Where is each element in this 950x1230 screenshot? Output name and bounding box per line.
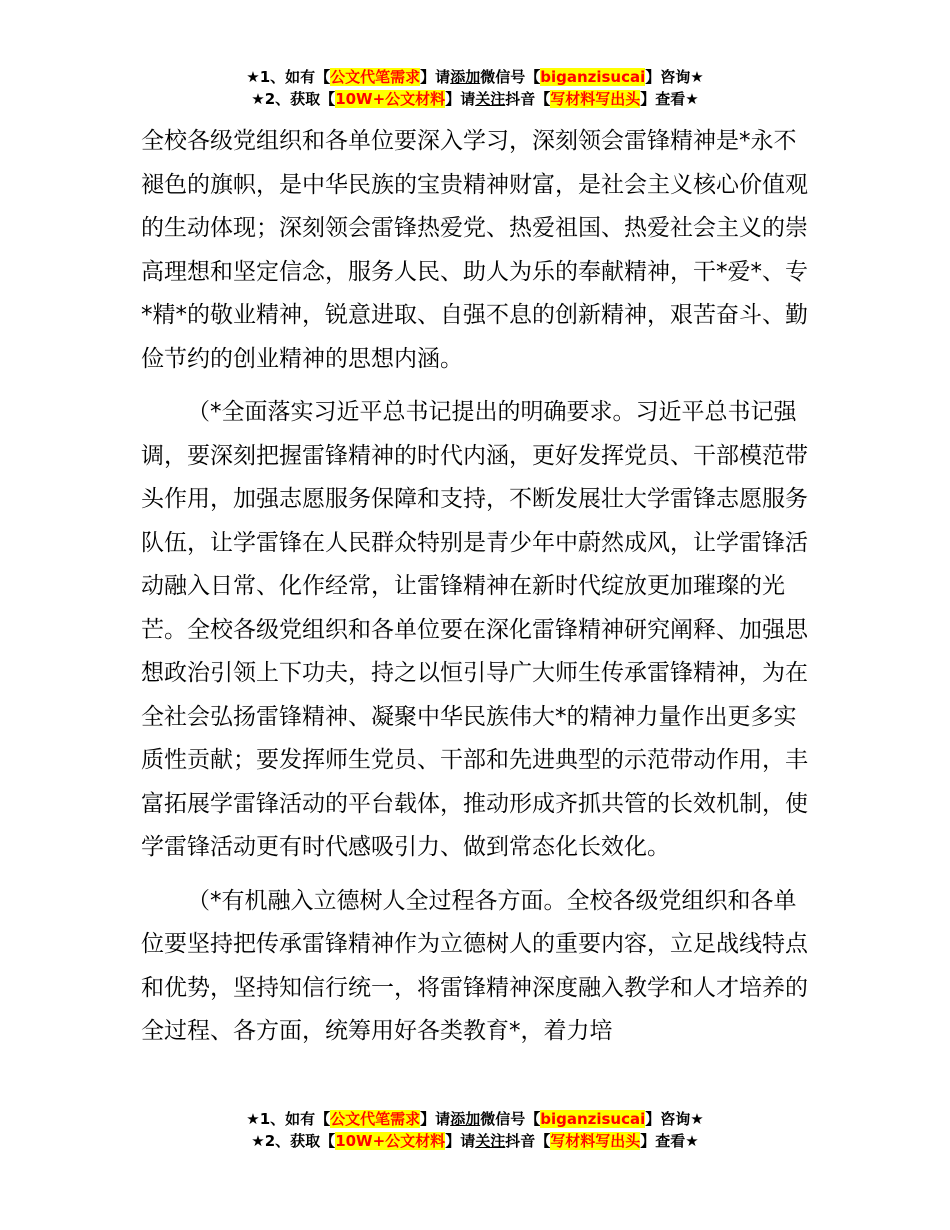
paragraph-3: （*有机融入立德树人全过程各方面。全校各级党组织和各单位要坚持把传承雷锋精神作为立德树人的重要内容，立足战线特点和优势，坚持知信行统一，将雷锋精神深度融入教学和人才培养的全过程、各方面，统筹用好各类教育*，着力培 <box>141 887 808 1044</box>
banner-text: 抖音【 <box>505 1132 551 1150</box>
highlight-douyin-account: 写材料写出头 <box>550 90 641 108</box>
banner-text: 】请 <box>445 1132 476 1150</box>
header-banner <box>0 66 950 110</box>
underlined-text: 关注 <box>475 1132 506 1150</box>
banner-line-1 <box>0 66 950 88</box>
banner-text: 】咨询★ <box>645 68 704 86</box>
highlight-wechat-id: biganzisucai <box>540 68 646 86</box>
paragraph-1: 全校各级党组织和各单位要深入学习，深刻领会雷锋精神是*永不褪色的旗帜，是中华民族的宝贵精神财富，是社会主义核心价值观的生动体现；深刻领会雷锋热爱党、热爱祖国、热爱社会主义的崇高理想和坚定信念，服务人民、助人为乐的奉献精神，干*爱*、专*精*的敬业精神，锐意进取、自强不息的创新精神，艰苦奋斗、勤俭节约的创业精神的思想内涵。 <box>141 128 808 372</box>
banner-text: 微信号【 <box>480 1110 541 1128</box>
banner-text: 】查看★ <box>640 90 699 108</box>
highlight-douyin-account: 写材料写出头 <box>550 1132 641 1150</box>
highlight-materials: 10W+公文材料 <box>335 1132 446 1150</box>
banner-text: 】咨询★ <box>645 1110 704 1128</box>
underlined-text: 添加 <box>450 1110 481 1128</box>
paragraph-2: （*全面落实习近平总书记提出的明确要求。习近平总书记强调，要深刻把握雷锋精神的时代内涵，更好发挥党员、干部模范带头作用，加强志愿服务保障和支持，不断发展壮大学雷锋志愿服务队伍，让学雷锋在人民群众特别是青少年中蔚然成风，让学雷锋活动融入日常、化作经常，让雷锋精神在新时代绽放更加璀璨的光芒。全校各级党组织和各单位要在深化雷锋精神研究阐释、加强思想政治引领上下功夫，持之以恒引导广大师生传承雷锋精神，为在全社会弘扬雷锋精神、凝聚中华民族伟大*的精神力量作出更多实质性贡献；要发挥师生党员、干部和先进典型的示范带动作用，丰富拓展学雷锋活动的平台载体，推动形成齐抓共管的长效机制，使学雷锋活动更有时代感吸引力、做到常态化长效化。 <box>141 399 808 860</box>
highlight-wechat-id: biganzisucai <box>540 1110 646 1128</box>
banner-line-1 <box>0 1108 950 1130</box>
banner-text: 抖音【 <box>505 90 551 108</box>
banner-line-2 <box>0 88 950 110</box>
banner-text: ★2、获取【 <box>251 90 336 108</box>
banner-text: ★2、获取【 <box>251 1132 336 1150</box>
banner-text: ★1、如有【 <box>246 1110 331 1128</box>
banner-line-2 <box>0 1130 950 1152</box>
banner-text: ★1、如有【 <box>246 68 331 86</box>
document-body <box>141 120 816 1054</box>
banner-text: 】请 <box>420 68 451 86</box>
banner-text: 微信号【 <box>480 68 541 86</box>
banner-text: 】请 <box>445 90 476 108</box>
highlight-service: 公文代笔需求 <box>330 1110 421 1128</box>
underlined-text: 关注 <box>475 90 506 108</box>
footer-banner <box>0 1108 950 1152</box>
banner-text: 】请 <box>420 1110 451 1128</box>
highlight-materials: 10W+公文材料 <box>335 90 446 108</box>
highlight-service: 公文代笔需求 <box>330 68 421 86</box>
underlined-text: 添加 <box>450 68 481 86</box>
banner-text: 】查看★ <box>640 1132 699 1150</box>
